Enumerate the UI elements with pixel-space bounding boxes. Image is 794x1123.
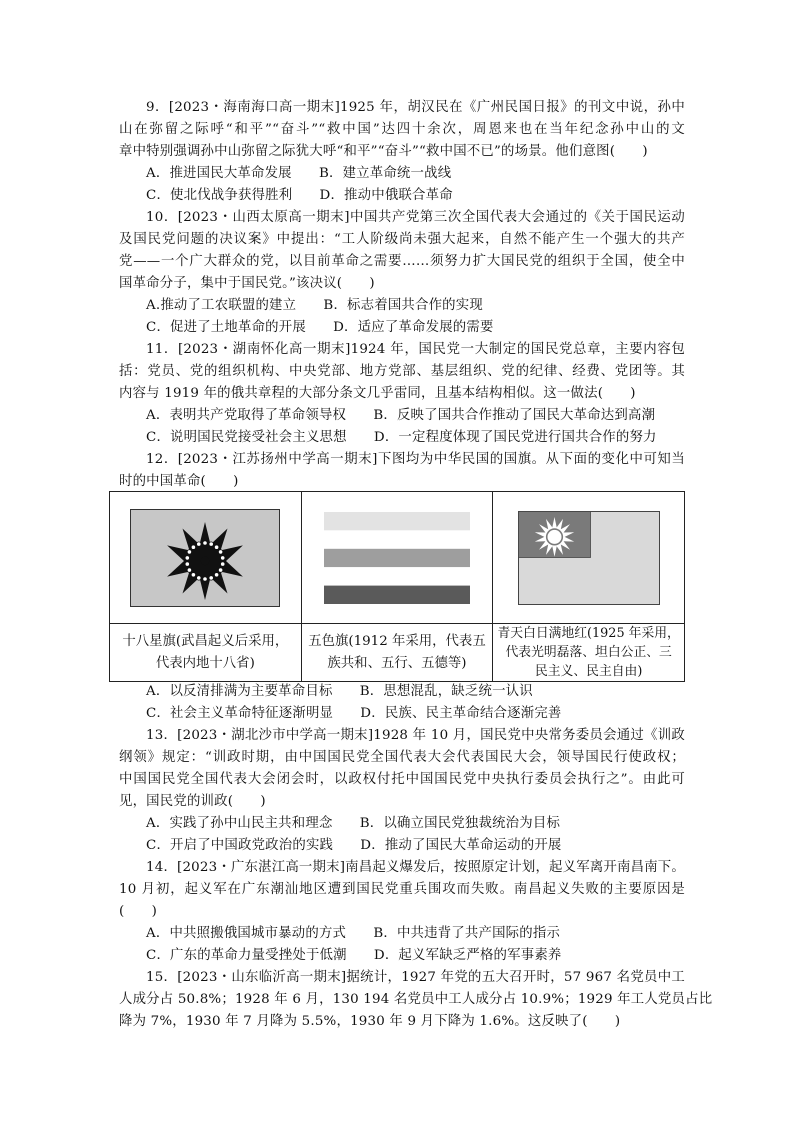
- q12-line-2: 时的中国革命( ): [119, 474, 239, 489]
- five-color-flag-image: [324, 512, 470, 604]
- q15-line-3: 降为 7%，1930 年 7 月降为 5.5%，1930 年 9 月下降为 1.6%。这反映了( ): [119, 1014, 621, 1029]
- q13-options-ab: A．实践了孙中山民主共和理念 B．以确立国民党独裁统治为目标: [146, 816, 561, 831]
- caption-five-color: [301, 624, 493, 682]
- caption-blue-sky-line-3: 民主义、民主自由): [534, 664, 643, 679]
- q15-line-1: 15．[2023・山东临沂高一期末]据统计，1927 年党的五大召开时，57 967 名党员中工: [146, 970, 685, 985]
- caption-blue-sky-line-1: 青天白日满地红(1925 年采用，: [497, 626, 680, 641]
- q10-line-4: 国革命分子，集中于国民党。”该决议( ): [119, 276, 375, 291]
- flags-table: [109, 491, 685, 682]
- blue-sky-white-sun-flag-image: [518, 511, 660, 605]
- caption-five-color-line-1: 五色旗(1912 年采用，代表五: [308, 633, 486, 649]
- q9-options-ab: A．推进国民大革命发展 B．建立革命统一战线: [146, 166, 452, 181]
- q13-options-cd: C．开启了中国政党政治的实践 D．推动了国民大革命运动的开展: [146, 838, 562, 853]
- flag-cell-five-color: [301, 492, 493, 624]
- q11-options-cd: C．说明国民党接受社会主义思想 D．一定程度体现了国民党进行国共合作的努力: [146, 430, 657, 445]
- q11-line-3: 内容与 1919 年的俄共章程的大部分条文几乎雷同，且基本结构相似。这一做法( ): [119, 386, 636, 401]
- q12-line-1: 12．[2023・江苏扬州中学高一期末]下图均为中华民国的国旗。从下面的变化中可知当: [146, 452, 685, 467]
- q14-options-cd: C．广东的革命力量受挫处于低潮 D．起义军缺乏严格的军事素养: [146, 948, 562, 963]
- caption-five-color-line-2: 族共和、五行、五德等): [327, 655, 467, 671]
- flag-cell-blue-sky: [493, 492, 685, 624]
- caption-eighteen-star: [110, 624, 302, 682]
- eighteen-star-flag-image: [130, 509, 280, 607]
- q13-line-2: 纲领》规定：“训政时期，由中国国民党全国代表大会代表国民大会，领导国民行使政权；: [119, 750, 685, 765]
- q9-line-1: 9．[2023・海南海口高一期末]1925 年，胡汉民在《广州民国日报》的刊文中说，孙中: [146, 100, 685, 115]
- q14-line-1: 14．[2023・广东湛江高一期末]南昌起义爆发后，按照原定计划，起义军离开南昌南下。: [146, 860, 685, 875]
- q9-line-3: 章中特别强调孙中山弥留之际犹大呼“和平”“奋斗”“救中国不已”的场景。他们意图( ): [119, 144, 648, 159]
- q13-line-1: 13．[2023・湖北沙市中学高一期末]1928 年 10 月，国民党中央常务委员会通过《训政: [146, 728, 685, 743]
- q14-line-3: ( ): [119, 904, 158, 919]
- q12-options-cd: C．社会主义革命特征逐渐明显 D．民族、民主革命结合逐渐完善: [146, 706, 562, 721]
- caption-blue-sky-line-2: 代表光明磊落、坦白公正、三: [505, 645, 672, 660]
- q10-line-3: 党——一个广大群众的党，以目前革命之需要……须努力扩大国民党的组织于全国，使全中: [119, 254, 685, 269]
- q9-line-2: 山在弥留之际呼“和平”“奋斗”“救中国”达四十余次，周恩来也在当年纪念孙中山的文: [119, 122, 685, 137]
- star-center-icon: [201, 556, 209, 564]
- q13-line-3: 中国国民党全国代表大会闭会时，以政权付托中国国民党中央执行委员会执行之”。由此可: [119, 772, 685, 787]
- q11-options-ab: A．表明共产党取得了革命领导权 B．反映了国共合作推动了国民大革命达到高潮: [146, 408, 656, 423]
- q14-options-ab: A．中共照搬俄国城市暴动的方式 B．中共违背了共产国际的指示: [146, 926, 561, 941]
- q11-line-2: 括：党员、党的组织机构、中央党部、地方党部、基层组织、党的纪律、经费、党团等。其: [119, 364, 685, 379]
- q10-line-1: 10．[2023・山西太原高一期末]中国共产党第三次全国代表大会通过的《关于国民运动: [146, 210, 685, 225]
- q10-options-cd: C．促进了土地革命的开展 D．适应了革命发展的需要: [146, 320, 494, 335]
- q15-line-2: 人成分占 50.8%；1928 年 6 月，130 194 名党员中工人成分占 10.9%；1929 年工人党员占比: [119, 992, 713, 1007]
- flag-cell-eighteen-star: [110, 492, 302, 624]
- q12-options-ab: A．以反清排满为主要革命目标 B．思想混乱，缺乏统一认识: [146, 684, 533, 699]
- caption-eighteen-star-line-1: 十八星旗(武昌起义后采用，: [122, 633, 289, 649]
- caption-eighteen-star-line-2: 代表内地十八省): [155, 655, 255, 671]
- q11-line-1: 11．[2023・湖南怀化高一期末]1924 年，国民党一大制定的国民党总章，主要内容包: [146, 342, 685, 357]
- q10-line-2: 及国民党问题的决议案》中提出：“工人阶级尚未强大起来，自然不能产生一个强大的共产: [119, 232, 685, 247]
- q9-options-cd: C．使北伐战争获得胜利 D．推动中俄联合革命: [146, 188, 453, 203]
- caption-blue-sky: [493, 624, 685, 682]
- q14-line-2: 10 月初，起义军在广东潮汕地区遭到国民党重兵围攻而失败。南昌起义失败的主要原因是: [119, 882, 685, 897]
- q10-options-ab: A.推动了工农联盟的建立 B．标志着国共合作的实现: [146, 298, 483, 313]
- q13-line-4: 见，国民党的训政( ): [119, 794, 266, 809]
